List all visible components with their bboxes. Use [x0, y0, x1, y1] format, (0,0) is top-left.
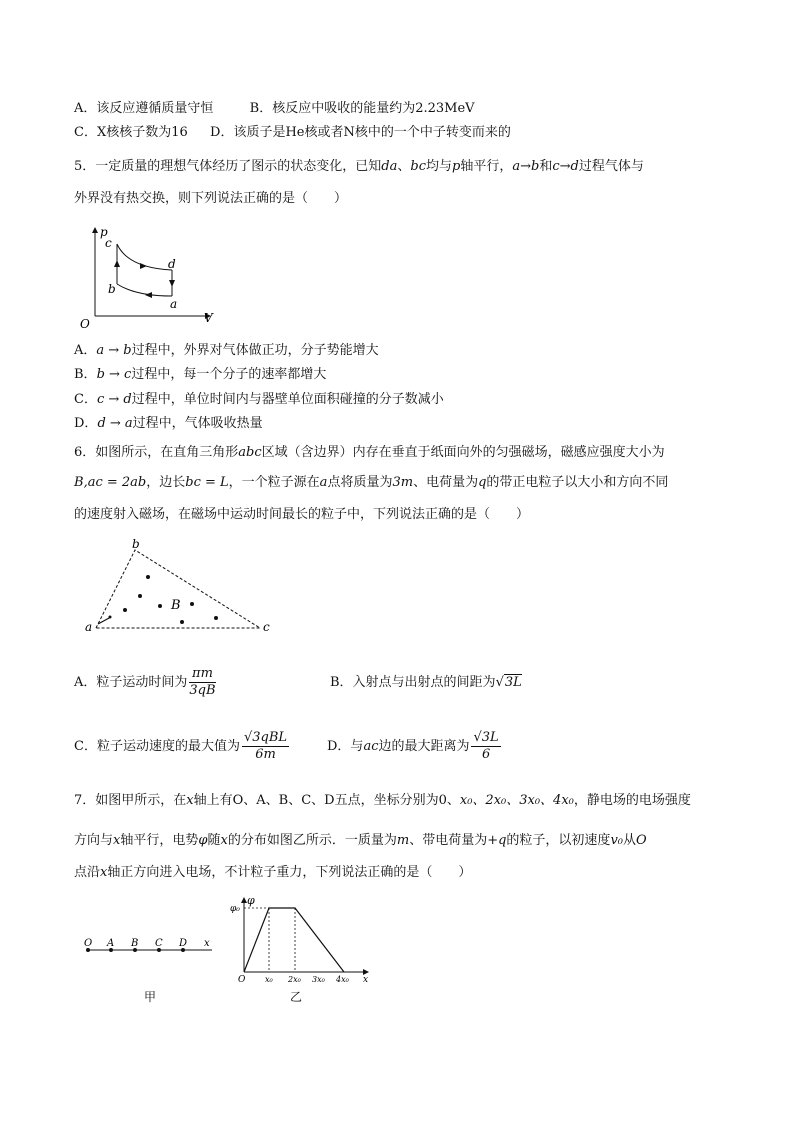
q7-yi-label-phi0: φ₀ — [230, 904, 240, 914]
q4-options-row1 — [74, 100, 475, 118]
q5-label-b: b — [108, 282, 116, 296]
option-letter: B． — [74, 367, 97, 382]
q7-var: m — [396, 833, 410, 848]
fraction-numerator — [242, 730, 289, 747]
q6-label-b: b — [132, 538, 140, 551]
q6-stem-text: ，一个粒子源在 — [228, 475, 320, 490]
q7-yi-tick-4x0: 4x₀ — [336, 975, 349, 984]
q6-var: q — [478, 475, 487, 490]
q6-var: abc — [238, 445, 262, 460]
option-text: 过程中，单位时间内与器壁单位面积碰撞的分子数减小 — [131, 392, 444, 407]
q7-var: v₀ — [610, 833, 623, 848]
option-text: B．入射点与出射点的间距为 — [330, 675, 496, 690]
option-text: 过程中，每一个分子的速率都增大 — [131, 367, 327, 382]
q7-var: O — [636, 833, 647, 848]
q7-stem-text: 7．如图甲所示，在 — [74, 793, 187, 808]
fraction-denominator: 6m — [255, 747, 276, 762]
q5-curve-ab — [117, 284, 172, 296]
option-text: A．粒子运动时间为 — [74, 675, 188, 690]
q5-stem-line2: 外界没有热交换，则下列说法正确的是（ ） — [74, 191, 348, 206]
q7-stem-line1 — [74, 792, 691, 810]
q5-stem-line1 — [74, 158, 644, 176]
q5-var: a — [512, 159, 521, 174]
q7-var: x — [100, 865, 108, 880]
q4-option-c: C．X核核子数为16 — [74, 125, 188, 140]
q6-triangle-figure — [80, 538, 280, 638]
q6-stem-text: 的带正电粒子以大小和方向不同 — [486, 475, 669, 490]
q7-stem-text: 从 — [623, 833, 637, 848]
option-text: D．与 — [327, 739, 364, 754]
q7-stem-line3 — [74, 864, 471, 882]
q6-field-dot — [109, 616, 112, 619]
process-label: a → b — [96, 343, 132, 358]
q4-option-b: B．核反应中吸收的能量约为2.23MeV — [249, 101, 475, 116]
q6-field-dot — [214, 616, 218, 620]
q6-option-c — [74, 730, 291, 763]
q6-option-a — [74, 666, 218, 699]
q6-stem-text: ，边长 — [146, 475, 186, 490]
q5-pv-diagram — [76, 222, 226, 332]
q7-stem-text: 方向与 — [74, 833, 114, 848]
q7-stem-text: 的分布如图乙所示．一质量为 — [227, 833, 397, 848]
q5-stem-text: 过程气体与 — [578, 159, 644, 174]
q7-stem-line2 — [74, 832, 647, 850]
fraction-denominator: 3qB — [189, 683, 216, 698]
q5-stem-text: 均与 — [425, 159, 452, 174]
q6-field-dot — [180, 620, 184, 624]
q6-stem-text: 区域（含边界）内存在垂直于纸面向外的匀强磁场，磁感应强度大小为 — [261, 445, 665, 460]
q7-stem-text: 点沿 — [74, 865, 101, 880]
q5-arrow: → — [520, 159, 532, 174]
q7-stem-text: ，静电场的电场强度 — [573, 793, 691, 808]
process-label: c → d — [96, 392, 132, 407]
q4-option-a: A．该反应遵循质量守恒 — [74, 101, 214, 116]
q6-label-field-b: B — [171, 598, 181, 613]
q6-var: ,ac = 2ab — [83, 475, 147, 490]
q7-caption-yi: 乙 — [290, 990, 303, 1004]
q5-var: p — [452, 159, 461, 174]
option-letter: C． — [74, 392, 97, 407]
q6-stem-line2 — [74, 474, 668, 492]
q7-var: x — [220, 833, 228, 848]
option-text: 过程中，外界对气体做正功，分子势能增大 — [131, 343, 379, 358]
fraction-numerator: πm — [189, 666, 215, 683]
sqrt-sign: √ — [243, 730, 253, 745]
q5-label-v: V — [204, 311, 213, 325]
q6-var: ac — [363, 739, 379, 754]
option-text: 过程中，气体吸收热量 — [132, 416, 263, 431]
q7-var: x — [113, 833, 121, 848]
q6-option-d — [327, 730, 503, 763]
q6-triangle-abc — [96, 550, 260, 628]
q7-stem-text: 随 — [207, 833, 221, 848]
fraction-denominator: 6 — [481, 747, 491, 762]
q6-field-dot — [158, 604, 162, 608]
q5-option-a — [74, 342, 379, 360]
sqrt-radicand: 3L — [481, 730, 499, 745]
q5-option-c — [74, 391, 444, 409]
q7-stem-text: 轴上有O、A、B、C、D五点，坐标分别为0、 — [193, 793, 460, 808]
q7-caption-jia: 甲 — [144, 990, 157, 1004]
q5-var: c — [552, 159, 560, 174]
q5-arrow-da — [169, 280, 175, 287]
q4-options-row2 — [74, 124, 511, 142]
q6-var: B — [74, 475, 84, 490]
q7-var: φ — [198, 833, 208, 848]
sqrt-sign: √ — [473, 730, 482, 745]
q6-label-c: c — [263, 620, 270, 634]
q6-option-a-fraction — [189, 666, 215, 699]
q5-var: bc — [410, 159, 426, 174]
q6-stem-line3: 的速度射入磁场，在磁场中运动时间最长的粒子中，下列说法正确的是（ ） — [74, 507, 530, 522]
q5-stem-text: 和 — [539, 159, 553, 174]
q7-var: x — [186, 793, 194, 808]
q7-jia-label-a: A — [107, 938, 115, 949]
q7-figure-yi — [228, 894, 378, 984]
option-text: 边的最大距离为 — [378, 739, 470, 754]
q6-var: a — [319, 475, 328, 490]
q6-field-dot — [146, 575, 150, 579]
option-text: C．粒子运动速度的最大值为 — [74, 739, 240, 754]
q7-jia-label-d: D — [179, 938, 188, 949]
q6-var: 3m — [392, 475, 414, 490]
q5-label-p: p — [100, 225, 108, 239]
q5-label-a: a — [170, 297, 178, 311]
q5-var: b — [531, 159, 540, 174]
sqrt-radicand: 3qBL — [252, 730, 288, 745]
option-letter: D． — [74, 416, 98, 431]
q5-label-d: d — [168, 257, 176, 271]
process-label: b → c — [96, 367, 132, 382]
q7-stem-text: 、带电荷量为 — [409, 833, 488, 848]
q5-arrow: → — [559, 159, 571, 174]
q6-stem-line1 — [74, 444, 665, 462]
q5-stem-text: 5．一定质量的理想气体经历了图示的状态变化，已知 — [74, 159, 382, 174]
q4-option-d: D．该质子是He核或者N核中的一个中子转变而来的 — [210, 125, 511, 140]
q7-stem-text: 轴正方向进入电场，不计粒子重力，下列说法正确的是（ ） — [107, 865, 472, 880]
q5-option-d — [74, 415, 263, 433]
q6-stem-text: 、电荷量为 — [413, 475, 479, 490]
q7-stem-text: 轴平行，电势 — [120, 833, 199, 848]
q7-jia-label-o: O — [84, 938, 93, 949]
q6-var: bc = L — [185, 475, 229, 490]
q5-label-o: O — [80, 317, 90, 331]
q7-figure-jia — [80, 932, 220, 972]
fraction-numerator — [471, 730, 500, 747]
q7-yi-label-x: x — [363, 975, 369, 984]
q7-jia-label-x: x — [204, 938, 210, 949]
q6-label-a: a — [85, 620, 93, 634]
q6-field-dot — [123, 608, 127, 612]
q7-jia-label-c: C — [155, 938, 163, 949]
q6-option-b — [330, 674, 522, 692]
q7-yi-label-o: O — [238, 975, 246, 984]
q7-jia-label-b: B — [131, 938, 139, 949]
q6-stem-text: 点将质量为 — [327, 475, 393, 490]
q5-var: da — [381, 159, 398, 174]
q5-stem-text: 轴平行， — [460, 159, 513, 174]
q5-label-c: c — [105, 236, 112, 250]
sqrt-radicand: 3L — [504, 675, 522, 690]
q5-arrow-bc — [114, 260, 120, 267]
sqrt-sign: √ — [495, 675, 504, 690]
q5-option-b — [74, 366, 326, 384]
q7-yi-tick-3x0: 3x₀ — [312, 975, 325, 984]
q5-stem-text: 、 — [397, 159, 411, 174]
option-letter: A． — [74, 343, 97, 358]
q7-yi-tick-x0: x₀ — [265, 975, 273, 984]
q6-option-c-fraction — [242, 730, 289, 763]
q5-arrow-cd — [140, 263, 147, 269]
process-label: d → a — [97, 416, 133, 431]
q5-arrow-ab — [145, 292, 152, 298]
q7-yi-label-phi: φ — [247, 894, 255, 907]
q6-field-dot — [190, 602, 194, 606]
q6-option-d-fraction — [471, 730, 500, 763]
q7-yi-potential-curve — [244, 908, 344, 972]
q5-var: d — [570, 159, 579, 174]
q7-stem-text: 的粒子，以初速度 — [506, 833, 611, 848]
q7-var: +q — [487, 833, 507, 848]
q6-field-dot — [138, 594, 142, 598]
q6-stem-text: 6．如图所示，在直角三角形 — [74, 445, 239, 460]
q7-yi-tick-2x0: 2x₀ — [288, 975, 301, 984]
q7-coords: x₀、2x₀、3x₀、4x₀ — [459, 793, 574, 808]
